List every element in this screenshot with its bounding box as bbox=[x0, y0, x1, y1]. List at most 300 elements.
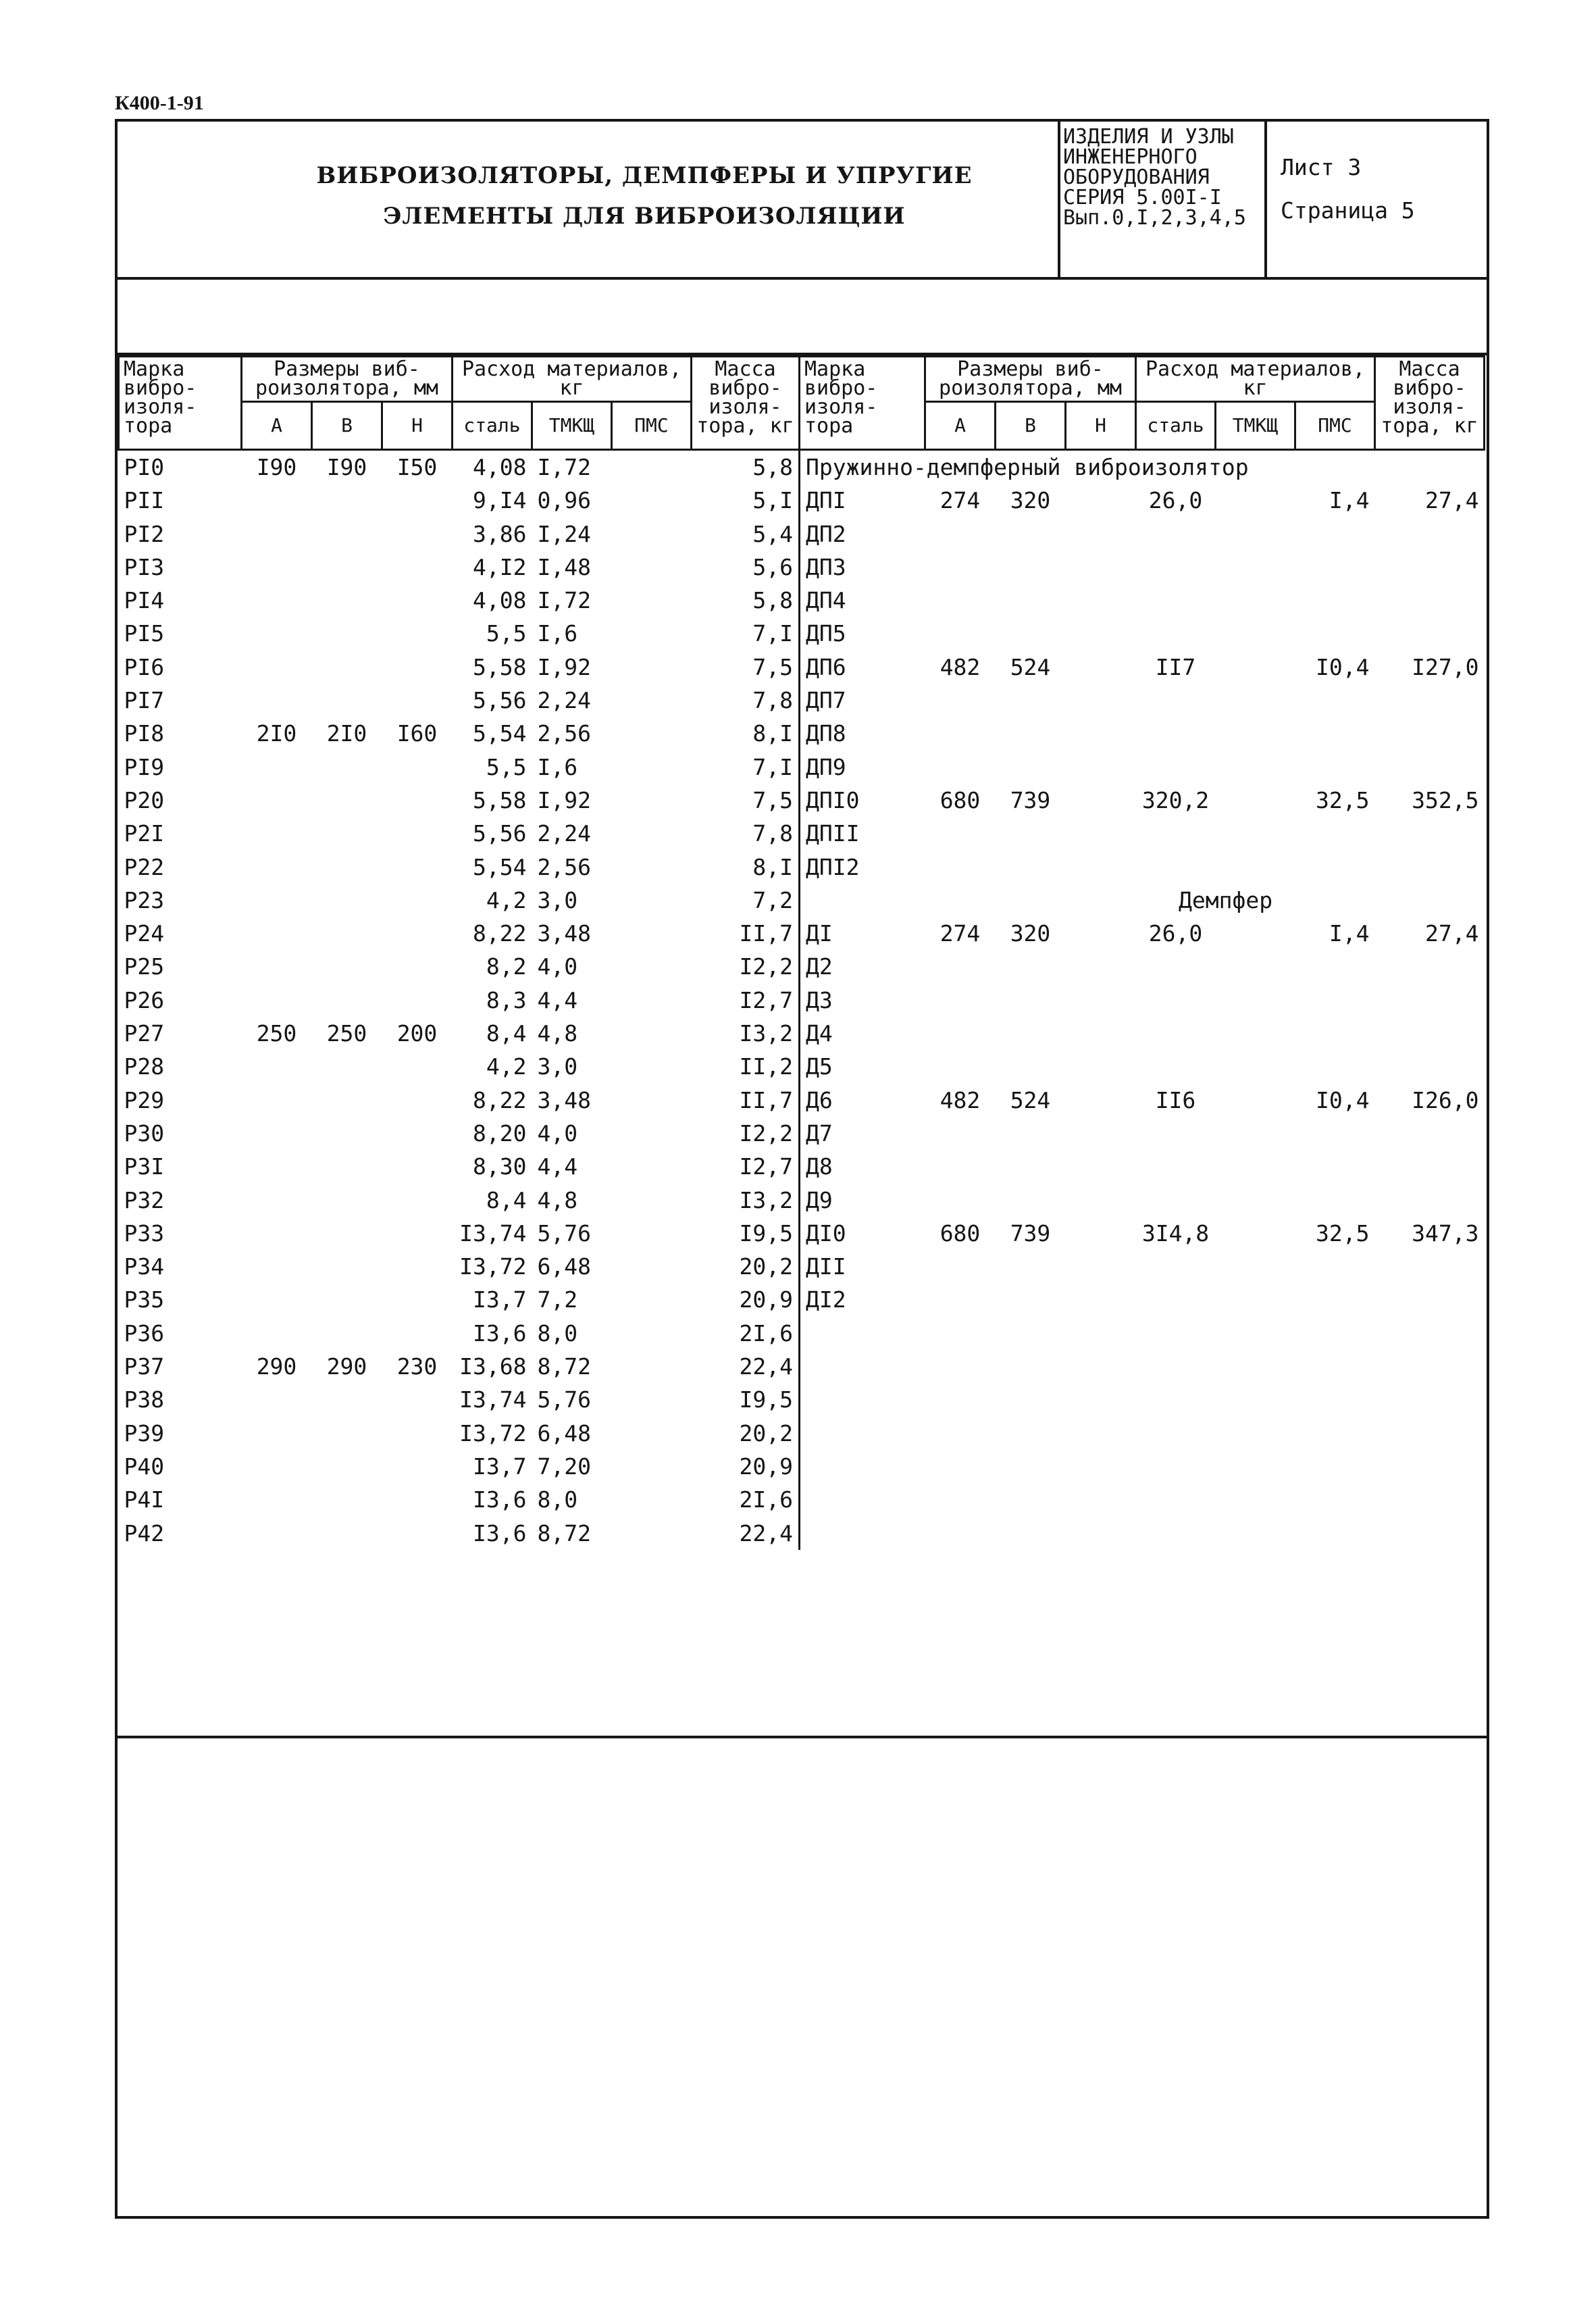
left-cell: II,2 bbox=[739, 1053, 793, 1080]
right-cell bbox=[925, 518, 996, 551]
left-cell: 8,22 bbox=[473, 1086, 527, 1113]
right-cell bbox=[1136, 1250, 1216, 1283]
left-cell bbox=[242, 1217, 312, 1250]
left-cell: P25 bbox=[124, 953, 165, 980]
right-cell bbox=[1216, 518, 1295, 551]
left-cell: 5,I bbox=[752, 487, 793, 514]
left-cell: I,92 bbox=[537, 786, 591, 813]
right-cell bbox=[1216, 1350, 1295, 1383]
right-cell bbox=[1295, 717, 1375, 750]
left-cell bbox=[382, 851, 453, 884]
right-cell bbox=[1295, 1383, 1375, 1416]
right-cell bbox=[925, 751, 996, 784]
left-cell bbox=[242, 1250, 312, 1283]
right-cell bbox=[1375, 1283, 1485, 1316]
right-cell: ДП6 bbox=[800, 651, 925, 684]
left-cell bbox=[242, 817, 312, 850]
title-line-1: ВИБРОИЗОЛЯТОРЫ, ДЕМПФЕРЫ И УПРУГИЕ bbox=[316, 162, 973, 189]
right-cell bbox=[1295, 751, 1375, 784]
left-cell: I,24 bbox=[537, 520, 591, 547]
right-cell bbox=[1066, 1383, 1136, 1416]
left-cell: 8,I bbox=[752, 853, 793, 880]
group-heading: Пружинно-демпферный виброизолятор bbox=[800, 450, 1485, 484]
right-cell bbox=[996, 950, 1066, 983]
header-b: В bbox=[312, 402, 382, 450]
left-cell: I9,5 bbox=[739, 1386, 793, 1413]
left-cell bbox=[612, 1383, 692, 1416]
right-cell bbox=[1295, 851, 1375, 884]
right-cell bbox=[800, 1450, 925, 1483]
left-cell: 5,5 bbox=[486, 620, 527, 647]
left-cell: PI7 bbox=[124, 687, 165, 714]
right-cell bbox=[1295, 1283, 1375, 1316]
left-cell bbox=[242, 784, 312, 817]
left-cell: I,48 bbox=[537, 553, 591, 580]
left-cell: 5,58 bbox=[473, 653, 527, 680]
left-cell bbox=[382, 950, 453, 983]
right-cell: 320 bbox=[1010, 920, 1051, 947]
right-cell bbox=[1066, 684, 1136, 717]
right-cell bbox=[1066, 651, 1136, 684]
right-cell bbox=[1136, 1117, 1216, 1150]
left-cell: 8,4 bbox=[486, 1186, 527, 1213]
right-cell bbox=[1295, 551, 1375, 584]
left-cell: 7,2 bbox=[752, 886, 793, 913]
right-cell: ДI0 bbox=[800, 1217, 925, 1250]
left-cell bbox=[612, 1483, 692, 1516]
right-cell: II6 bbox=[1155, 1086, 1196, 1113]
left-cell: 22,4 bbox=[739, 1353, 793, 1380]
left-cell bbox=[382, 651, 453, 684]
right-cell bbox=[1216, 784, 1295, 817]
table-row bbox=[119, 1317, 1485, 1350]
right-cell bbox=[1216, 1117, 1295, 1150]
left-cell: I3,72 bbox=[459, 1419, 527, 1447]
table-row bbox=[119, 1050, 1485, 1083]
right-cell bbox=[1216, 551, 1295, 584]
right-cell bbox=[1295, 1017, 1375, 1050]
right-cell bbox=[1295, 950, 1375, 983]
left-cell bbox=[382, 484, 453, 517]
left-cell: 2I,6 bbox=[739, 1319, 793, 1347]
left-cell: I90 bbox=[256, 454, 297, 480]
left-cell bbox=[312, 950, 382, 983]
right-cell: I,4 bbox=[1329, 487, 1370, 514]
left-cell bbox=[312, 1217, 382, 1250]
header-h: Н bbox=[382, 402, 453, 450]
right-cell bbox=[925, 1050, 996, 1083]
right-cell: 274 bbox=[939, 487, 981, 514]
left-cell: I3,74 bbox=[459, 1386, 527, 1413]
left-cell bbox=[312, 1450, 382, 1483]
left-cell: 8,22 bbox=[473, 920, 527, 947]
left-cell: I9,5 bbox=[739, 1219, 793, 1247]
right-cell bbox=[1295, 684, 1375, 717]
right-cell bbox=[1066, 617, 1136, 650]
title-block bbox=[118, 122, 1487, 280]
left-cell: P4I bbox=[124, 1486, 165, 1513]
right-cell: Д3 bbox=[800, 984, 925, 1017]
right-cell bbox=[1375, 950, 1485, 983]
right-cell bbox=[925, 617, 996, 650]
left-cell bbox=[242, 651, 312, 684]
right-cell bbox=[1066, 1250, 1136, 1283]
right-cell bbox=[1216, 1283, 1295, 1316]
right-cell: Д6 bbox=[800, 1084, 925, 1117]
right-cell bbox=[1066, 1450, 1136, 1483]
right-cell bbox=[1136, 617, 1216, 650]
right-cell bbox=[1216, 751, 1295, 784]
table-row bbox=[119, 1450, 1485, 1483]
right-cell bbox=[996, 1350, 1066, 1383]
right-cell bbox=[996, 1050, 1066, 1083]
left-cell bbox=[382, 984, 453, 1017]
right-cell bbox=[925, 1483, 996, 1516]
left-cell: I3,7 bbox=[473, 1286, 527, 1313]
left-cell bbox=[612, 1150, 692, 1183]
left-cell: 250 bbox=[256, 1020, 297, 1047]
series-line: ОБОРУДОВАНИЯ bbox=[1063, 166, 1210, 189]
right-cell bbox=[1375, 984, 1485, 1017]
right-cell bbox=[1136, 1184, 1216, 1217]
right-cell: 274 bbox=[939, 920, 981, 947]
left-cell bbox=[382, 518, 453, 551]
left-cell bbox=[312, 617, 382, 650]
right-cell bbox=[925, 1250, 996, 1283]
left-cell: 4,4 bbox=[537, 986, 578, 1013]
left-cell bbox=[612, 617, 692, 650]
right-cell bbox=[1066, 1317, 1136, 1350]
left-cell bbox=[382, 1483, 453, 1516]
left-cell bbox=[312, 1483, 382, 1516]
left-cell bbox=[242, 950, 312, 983]
right-cell bbox=[925, 851, 996, 884]
left-cell: 3,86 bbox=[473, 520, 527, 547]
left-cell bbox=[312, 984, 382, 1017]
right-cell bbox=[1136, 817, 1216, 850]
left-cell: PII bbox=[124, 487, 165, 514]
left-cell bbox=[382, 1217, 453, 1250]
right-cell bbox=[996, 584, 1066, 617]
left-cell: P3I bbox=[124, 1153, 165, 1180]
right-cell: 26,0 bbox=[1148, 487, 1203, 514]
left-cell: I60 bbox=[396, 720, 438, 747]
right-cell bbox=[996, 1117, 1066, 1150]
left-cell bbox=[382, 751, 453, 784]
left-cell: 7,20 bbox=[537, 1453, 591, 1480]
left-cell: 20,2 bbox=[739, 1253, 793, 1280]
left-cell bbox=[312, 1150, 382, 1183]
left-cell: P2I bbox=[124, 820, 165, 847]
right-cell bbox=[996, 684, 1066, 717]
header-sizes: Размеры виб- роизолятора, мм bbox=[925, 357, 1136, 402]
right-cell bbox=[1375, 1517, 1485, 1550]
right-cell bbox=[1136, 1383, 1216, 1416]
left-cell: P36 bbox=[124, 1319, 165, 1347]
right-cell bbox=[1216, 1150, 1295, 1183]
left-cell bbox=[612, 1084, 692, 1117]
right-cell bbox=[1066, 518, 1136, 551]
left-cell: 2,56 bbox=[537, 853, 591, 880]
table-row bbox=[119, 1483, 1485, 1516]
left-cell bbox=[612, 717, 692, 750]
left-cell: 3,48 bbox=[537, 1086, 591, 1113]
right-cell bbox=[1066, 751, 1136, 784]
right-cell bbox=[1066, 1050, 1136, 1083]
left-cell bbox=[312, 1117, 382, 1150]
right-cell bbox=[1295, 1450, 1375, 1483]
right-cell: ДПI0 bbox=[800, 784, 925, 817]
right-cell bbox=[1295, 1350, 1375, 1383]
left-cell bbox=[312, 684, 382, 717]
left-cell bbox=[312, 1317, 382, 1350]
right-cell bbox=[996, 751, 1066, 784]
right-cell bbox=[1375, 751, 1485, 784]
right-cell bbox=[1216, 917, 1295, 950]
right-cell: ДП9 bbox=[800, 751, 925, 784]
right-cell bbox=[1216, 1417, 1295, 1450]
left-cell: 20,9 bbox=[739, 1453, 793, 1480]
right-cell bbox=[996, 817, 1066, 850]
right-cell bbox=[1136, 1317, 1216, 1350]
left-cell bbox=[612, 1450, 692, 1483]
left-cell: 5,58 bbox=[473, 786, 527, 813]
left-cell bbox=[382, 817, 453, 850]
right-cell bbox=[1375, 1117, 1485, 1150]
page-number: Страница 5 bbox=[1281, 197, 1415, 224]
right-cell bbox=[925, 1450, 996, 1483]
right-cell: Д2 bbox=[800, 950, 925, 983]
right-cell: 524 bbox=[1010, 653, 1051, 680]
right-cell bbox=[1375, 617, 1485, 650]
right-cell bbox=[1066, 851, 1136, 884]
left-cell bbox=[242, 584, 312, 617]
left-cell bbox=[312, 1250, 382, 1283]
right-cell bbox=[1066, 1150, 1136, 1183]
right-cell bbox=[1216, 1084, 1295, 1117]
right-cell: 739 bbox=[1010, 1219, 1051, 1247]
left-cell bbox=[242, 1383, 312, 1416]
left-cell: 8,2 bbox=[486, 953, 527, 980]
left-cell: 6,48 bbox=[537, 1419, 591, 1447]
left-cell: I3,2 bbox=[739, 1020, 793, 1047]
table-row bbox=[119, 1117, 1485, 1150]
left-cell bbox=[382, 684, 453, 717]
right-cell bbox=[925, 551, 996, 584]
left-cell: I3,2 bbox=[739, 1186, 793, 1213]
left-cell: P32 bbox=[124, 1186, 165, 1213]
right-cell bbox=[925, 1517, 996, 1550]
right-cell bbox=[925, 1383, 996, 1416]
left-cell: 2I0 bbox=[256, 720, 297, 747]
left-cell: 7,5 bbox=[752, 653, 793, 680]
table-row bbox=[119, 651, 1485, 684]
left-cell: 7,8 bbox=[752, 820, 793, 847]
right-cell: 27,4 bbox=[1425, 920, 1479, 947]
left-cell: 5,56 bbox=[473, 820, 527, 847]
right-cell: 3I4,8 bbox=[1141, 1219, 1210, 1247]
table-row bbox=[119, 1184, 1485, 1217]
right-cell bbox=[1066, 784, 1136, 817]
right-cell bbox=[925, 684, 996, 717]
left-cell: 5,8 bbox=[752, 587, 793, 614]
left-cell: PI8 bbox=[124, 720, 165, 747]
left-cell bbox=[612, 917, 692, 950]
left-cell: I2,2 bbox=[739, 953, 793, 980]
left-cell: 290 bbox=[326, 1353, 367, 1380]
left-cell bbox=[312, 817, 382, 850]
left-cell: 250 bbox=[326, 1020, 367, 1047]
right-cell bbox=[1375, 1383, 1485, 1416]
table-row bbox=[119, 1084, 1485, 1117]
right-cell bbox=[1136, 751, 1216, 784]
right-cell bbox=[1216, 1483, 1295, 1516]
right-cell bbox=[996, 518, 1066, 551]
left-cell bbox=[382, 1184, 453, 1217]
right-cell bbox=[996, 1417, 1066, 1450]
left-cell bbox=[242, 984, 312, 1017]
right-cell bbox=[1066, 1483, 1136, 1516]
left-cell: 5,54 bbox=[473, 720, 527, 747]
left-cell bbox=[612, 651, 692, 684]
left-cell: I,72 bbox=[537, 454, 591, 480]
left-cell: P35 bbox=[124, 1286, 165, 1313]
left-cell bbox=[242, 518, 312, 551]
right-cell bbox=[800, 1483, 925, 1516]
left-cell bbox=[242, 917, 312, 950]
left-cell bbox=[242, 617, 312, 650]
left-cell bbox=[312, 584, 382, 617]
header-mass: Масса вибро- изоля- тора, кг bbox=[1375, 357, 1485, 450]
right-cell bbox=[1295, 1417, 1375, 1450]
right-cell bbox=[1295, 1317, 1375, 1350]
right-cell bbox=[1216, 1383, 1295, 1416]
right-cell bbox=[925, 1417, 996, 1450]
table-row bbox=[119, 717, 1485, 750]
left-cell: I3,7 bbox=[473, 1453, 527, 1480]
left-cell: 8,0 bbox=[537, 1319, 578, 1347]
right-cell: 482 bbox=[939, 1086, 981, 1113]
left-cell bbox=[612, 1184, 692, 1217]
right-cell bbox=[1066, 917, 1136, 950]
left-cell bbox=[382, 1084, 453, 1117]
left-cell bbox=[612, 518, 692, 551]
right-cell bbox=[996, 617, 1066, 650]
right-cell bbox=[925, 817, 996, 850]
right-cell bbox=[1216, 984, 1295, 1017]
left-cell bbox=[612, 450, 692, 484]
header-h: Н bbox=[1066, 402, 1136, 450]
left-cell: P38 bbox=[124, 1386, 165, 1413]
left-cell: 8,72 bbox=[537, 1519, 591, 1546]
right-cell bbox=[800, 1517, 925, 1550]
group-heading: Демпфер bbox=[800, 884, 1485, 917]
header-steel: сталь bbox=[453, 402, 532, 450]
right-cell bbox=[800, 1350, 925, 1383]
left-cell: 8,72 bbox=[537, 1353, 591, 1380]
left-cell: 2,56 bbox=[537, 720, 591, 747]
right-cell: 524 bbox=[1010, 1086, 1051, 1113]
left-cell bbox=[612, 751, 692, 784]
left-cell bbox=[312, 518, 382, 551]
left-cell: 6,48 bbox=[537, 1253, 591, 1280]
right-cell bbox=[1066, 1084, 1136, 1117]
table-row bbox=[119, 684, 1485, 717]
left-cell: 0,96 bbox=[537, 487, 591, 514]
right-cell bbox=[1295, 1483, 1375, 1516]
title-line-2: ЭЛЕМЕНТЫ ДЛЯ ВИБРОИЗОЛЯЦИИ bbox=[383, 203, 906, 230]
table-row bbox=[119, 1150, 1485, 1183]
left-cell bbox=[242, 484, 312, 517]
left-cell: 4,0 bbox=[537, 1120, 578, 1147]
left-cell bbox=[242, 1483, 312, 1516]
right-cell bbox=[1066, 817, 1136, 850]
right-cell: ДП8 bbox=[800, 717, 925, 750]
right-cell bbox=[1295, 1150, 1375, 1183]
left-cell bbox=[612, 1017, 692, 1050]
left-cell: 5,5 bbox=[486, 753, 527, 780]
right-cell bbox=[1216, 617, 1295, 650]
right-cell bbox=[1216, 1184, 1295, 1217]
right-cell bbox=[1136, 1450, 1216, 1483]
left-cell: II,7 bbox=[739, 920, 793, 947]
right-cell bbox=[1295, 518, 1375, 551]
left-cell bbox=[382, 884, 453, 917]
left-cell: PI5 bbox=[124, 620, 165, 647]
right-cell bbox=[1066, 551, 1136, 584]
table-row bbox=[119, 1017, 1485, 1050]
right-cell bbox=[1216, 484, 1295, 517]
table-row bbox=[119, 518, 1485, 551]
right-cell bbox=[1216, 1050, 1295, 1083]
table-row bbox=[119, 884, 1485, 917]
left-cell: 7,5 bbox=[752, 786, 793, 813]
header-pms: ПМС bbox=[1295, 402, 1375, 450]
left-cell bbox=[242, 1117, 312, 1150]
right-cell: I,4 bbox=[1329, 920, 1370, 947]
right-cell bbox=[1066, 1517, 1136, 1550]
right-cell bbox=[1136, 584, 1216, 617]
left-cell: I,92 bbox=[537, 653, 591, 680]
right-cell: ДП3 bbox=[800, 551, 925, 584]
left-cell: P28 bbox=[124, 1053, 165, 1080]
left-cell bbox=[312, 1050, 382, 1083]
left-cell bbox=[242, 1184, 312, 1217]
table-row bbox=[119, 851, 1485, 884]
right-cell bbox=[1066, 717, 1136, 750]
right-cell bbox=[1066, 584, 1136, 617]
left-cell: 7,2 bbox=[537, 1286, 578, 1313]
left-cell: 20,9 bbox=[739, 1286, 793, 1313]
left-cell bbox=[612, 784, 692, 817]
right-cell bbox=[925, 1150, 996, 1183]
left-cell: 290 bbox=[256, 1353, 297, 1380]
right-cell: I26,0 bbox=[1412, 1086, 1479, 1113]
right-cell: 482 bbox=[939, 653, 981, 680]
left-cell: I90 bbox=[326, 454, 367, 480]
right-cell bbox=[1066, 1350, 1136, 1383]
right-cell bbox=[925, 1317, 996, 1350]
right-cell bbox=[996, 717, 1066, 750]
left-cell: PI3 bbox=[124, 553, 165, 580]
header-a: А bbox=[242, 402, 312, 450]
right-cell bbox=[1136, 984, 1216, 1017]
left-cell bbox=[312, 1417, 382, 1450]
left-cell bbox=[242, 1150, 312, 1183]
right-cell bbox=[1295, 1117, 1375, 1150]
left-cell: 2,24 bbox=[537, 687, 591, 714]
right-cell bbox=[996, 1283, 1066, 1316]
